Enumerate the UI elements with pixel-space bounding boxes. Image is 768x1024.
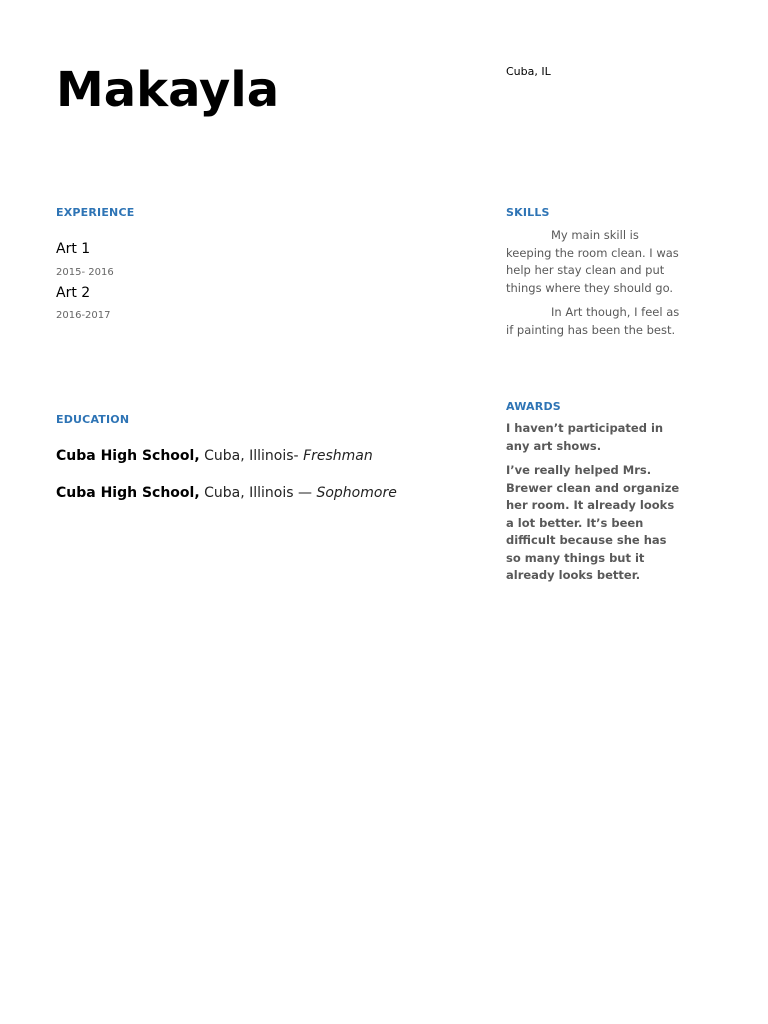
skills-heading: SKILLS [506,206,550,219]
contact-location: Cuba, IL [506,65,551,78]
awards-paragraph: I haven’t participated in any art shows. [506,421,664,453]
school-location: Cuba, Illinois — [199,485,317,501]
education-entry [56,447,373,465]
school-name: Cuba High School, [56,448,200,464]
school-location: Cuba, Illinois- [199,448,304,464]
experience-heading: EXPERIENCE [56,206,135,219]
awards-paragraph: I’ve really helped Mrs. Brewer clean and organize her room. It already looks a lot better. It’s been difficult because she has so many things but it already looks better. [506,463,680,582]
job-title: Art 1 [56,241,91,257]
education-entry [56,484,397,502]
education-heading: EDUCATION [56,413,130,426]
awards-body [506,420,682,592]
grade-level: Sophomore [316,485,397,501]
job-dates: 2015- 2016 [56,267,114,278]
job-title: Art 2 [56,285,91,301]
grade-level: Freshman [303,448,373,464]
skills-paragraph: My main skill is keeping the room clean. I was help her stay clean and put things where they should go. [506,228,679,295]
awards-heading: AWARDS [506,400,561,413]
job-dates: 2016-2017 [56,310,111,321]
candidate-name: Makayla [56,62,280,118]
skills-body [506,227,682,346]
school-name: Cuba High School, [56,485,200,501]
skills-paragraph: In Art though, I feel as if painting has been the best. [506,305,680,337]
